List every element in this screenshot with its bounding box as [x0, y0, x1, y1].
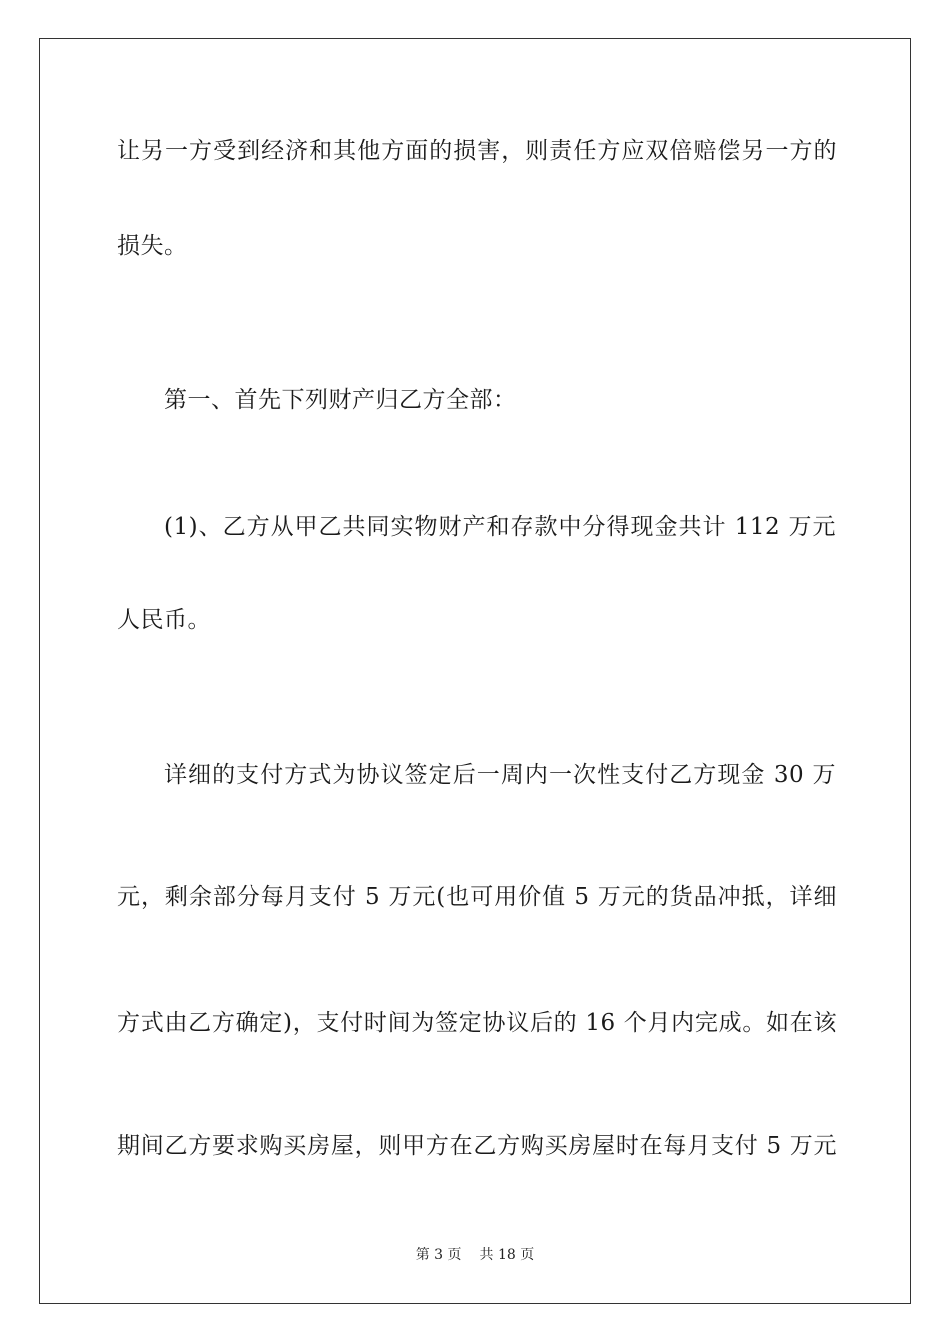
paragraph-line-8: 方式由乙方确定)，支付时间为签定协议后的 16 个月内完成。如在该 [117, 1010, 837, 1036]
paragraph-line-5: 人民币。 [117, 607, 211, 633]
paragraph-line-4: (1)、乙方从甲乙共同实物财产和存款中分得现金共计 112 万元 [164, 514, 836, 540]
page-total: 共 18 页 [479, 1247, 535, 1263]
paragraph-line-6: 详细的支付方式为协议签定后一周内一次性支付乙方现金 30 万 [164, 762, 836, 788]
paragraph-line-2: 损失。 [117, 233, 188, 259]
section-heading: 第一、首先下列财产归乙方全部： [164, 387, 517, 413]
page-number: 第 3 页 [415, 1247, 462, 1263]
paragraph-line-9: 期间乙方要求购买房屋，则甲方在乙方购买房屋时在每月支付 5 万元 [117, 1133, 837, 1159]
page-border [39, 38, 911, 1304]
paragraph-line-7: 元，剩余部分每月支付 5 万元(也可用价值 5 万元的货品冲抵，详细 [117, 884, 837, 910]
page-footer [0, 1246, 950, 1264]
paragraph-line-1: 让另一方受到经济和其他方面的损害，则责任方应双倍赔偿另一方的 [117, 138, 837, 164]
